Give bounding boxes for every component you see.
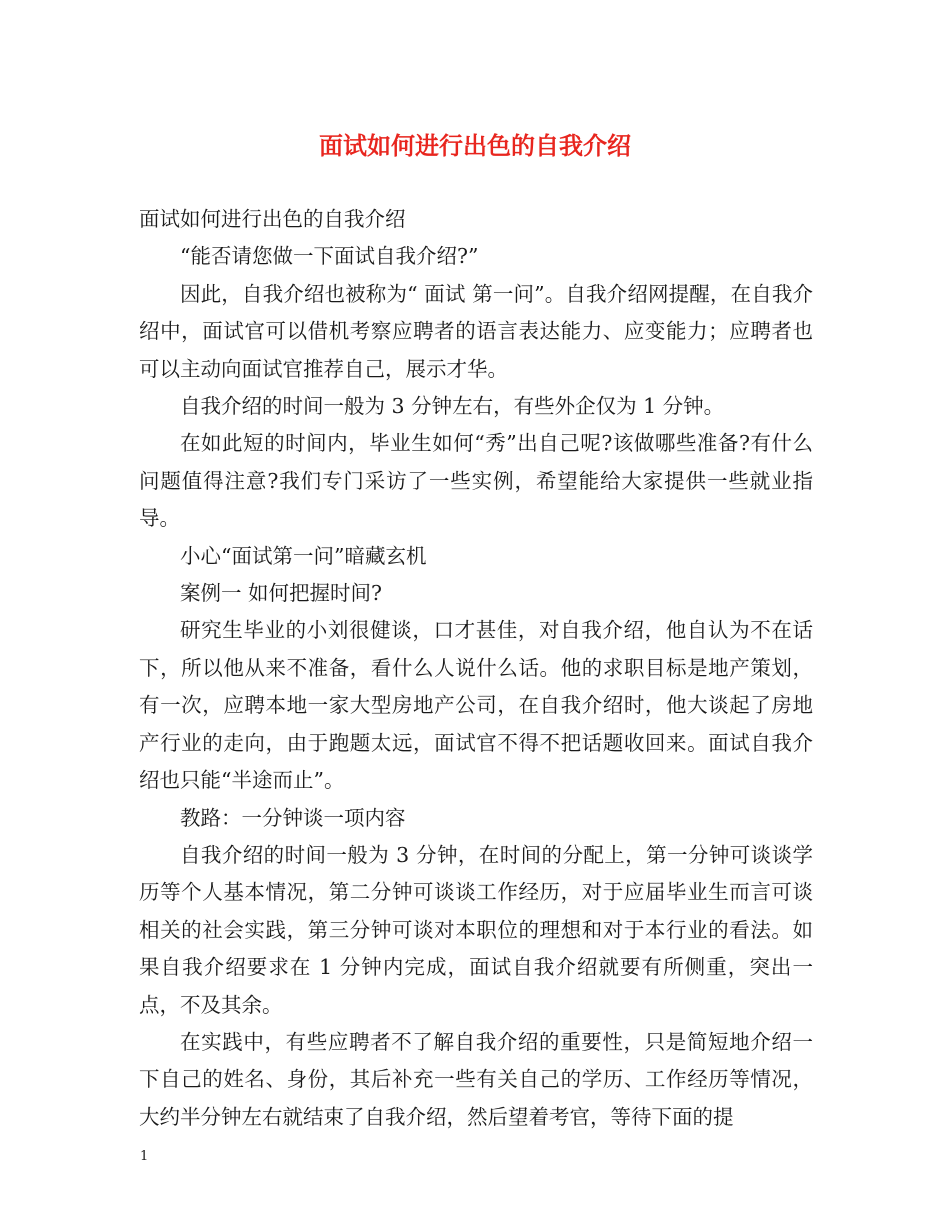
section-heading: 小心“面试第一问”暗藏玄机 <box>180 543 427 568</box>
body-paragraph: “能否请您做一下面试自我介绍?” <box>180 244 479 269</box>
tip-heading: 教路：一分钟谈一项内容 <box>180 805 406 830</box>
document-body <box>139 201 813 1136</box>
body-paragraph-heading: 面试如何进行出色的自我介绍 <box>139 207 406 231</box>
body-paragraph: 在实践中，有些应聘者不了解自我介绍的重要性，只是简短地介绍一下自己的姓名、身份，其后补充一些有关自己的学历、工作经历等情况，大约半分钟左右就结束了自我介绍，然后望着考官，等待下面的提 <box>139 1029 813 1129</box>
page-number: 1 <box>140 1149 149 1164</box>
document-title: 面试如何进行出色的自我介绍 <box>319 132 631 160</box>
body-paragraph: 因此，自我介绍也被称为“ 面试 第一问”。自我介绍网提醒，在自我介绍中，面试官可以借机考察应聘者的语言表达能力、应变能力；应聘者也可以主动向面试官推荐自己，展示才华。 <box>139 281 813 381</box>
body-paragraph: 研究生毕业的小刘很健谈，口才甚佳，对自我介绍，他自认为不在话下，所以他从来不准备，看什么人说什么话。他的求职目标是地产策划，有一次，应聘本地一家大型房地产公司，在自我介绍时，他大谈起了房地产行业的走向，由于跑题太远，面试官不得不把话题收回来。面试自我介绍也只能“半途而止”。 <box>139 618 813 793</box>
body-paragraph: 在如此短的时间内，毕业生如何“秀”出自己呢?该做哪些准备?有什么问题值得注意?我们专门采访了一些实例，希望能给大家提供一些就业指导。 <box>139 431 813 531</box>
body-paragraph: 自我介绍的时间一般为 3 分钟左右，有些外企仅为 1 分钟。 <box>180 394 725 419</box>
case-heading: 案例一 如何把握时间? <box>180 581 383 606</box>
body-paragraph: 自我介绍的时间一般为 3 分钟，在时间的分配上，第一分钟可谈谈学历等个人基本情况，第二分钟可谈谈工作经历，对于应届毕业生而言可谈相关的社会实践，第三分钟可谈对本职位的理想和对于本行业的看法。如果自我介绍要求在 1 分钟内完成，面试自我介绍就要有所侧重，突出一点，不及其余。 <box>139 842 813 1017</box>
